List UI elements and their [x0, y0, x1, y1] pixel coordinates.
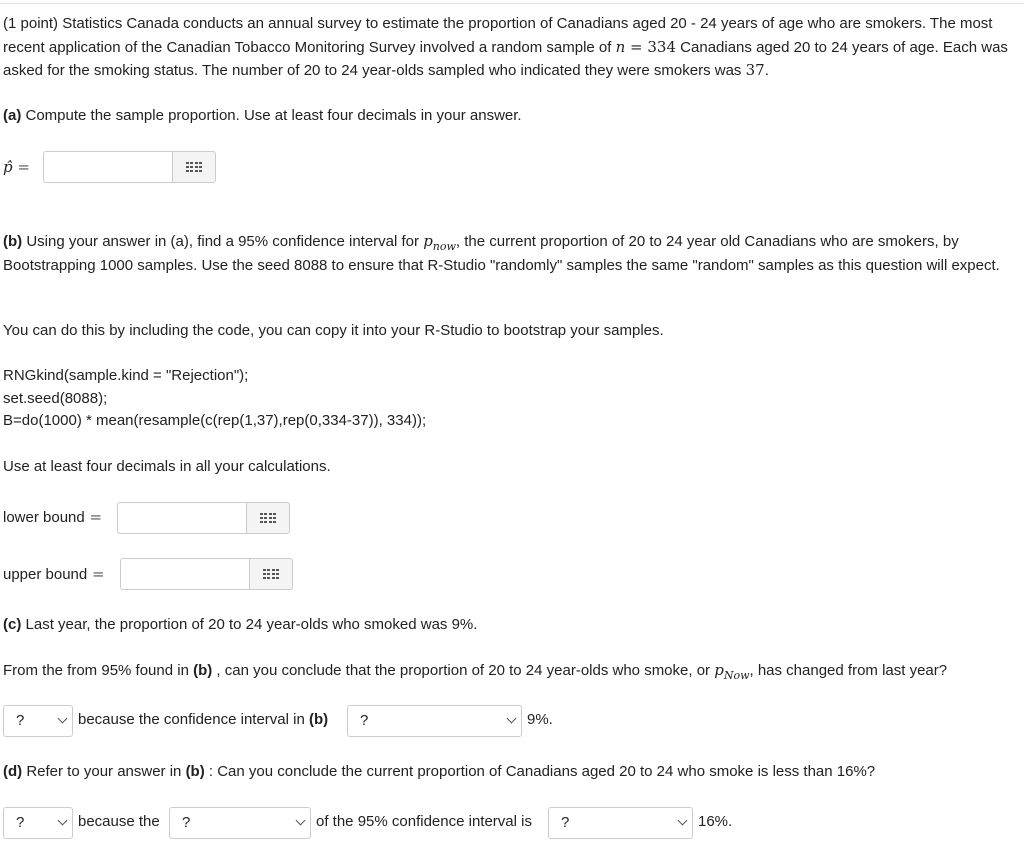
- lower-bound-label: lower bound =: [3, 508, 103, 526]
- chevron-down-icon: [507, 714, 517, 724]
- lower-bound-group: [117, 502, 290, 534]
- keyboard-grid-icon: [186, 162, 203, 173]
- keyboard-grid-icon: [263, 569, 280, 580]
- chevron-down-icon: [678, 816, 688, 826]
- r-code-line-1: RNGkind(sample.kind = "Rejection");: [3, 367, 249, 384]
- upper-bound-label: upper bound =: [3, 565, 105, 583]
- part-d-comparison-select[interactable]: ?: [548, 807, 693, 839]
- decimals-note: Use at least four decimals in all your calculations.: [3, 458, 331, 475]
- equation-editor-button[interactable]: [172, 151, 216, 183]
- r-code-line-2: set.seed(8088);: [3, 389, 108, 407]
- part-b-instructions: You can do this by including the code, you can copy it into your R-Studio to bootstrap your samples.: [3, 322, 664, 339]
- points-label: (1 point): [3, 15, 59, 32]
- part-c-tag: (c): [3, 616, 22, 633]
- part-c-prompt: From the from 95% found in (b) , can you conclude that the proportion of 20 to 24 year-olds who smoke, or $p_{Now}$, has changed from last year?: [3, 661, 948, 682]
- lower-bound-input[interactable]: [117, 502, 246, 534]
- part-d-tail: 16%.: [698, 813, 733, 830]
- sample-size: 334: [647, 37, 677, 56]
- phat-answer-input[interactable]: [43, 151, 172, 183]
- part-c-because-label: because the confidence interval in (b): [78, 711, 329, 728]
- phat-answer-group: [43, 151, 216, 183]
- part-c-tail: 9%.: [527, 711, 553, 728]
- keyboard-grid-icon: [260, 513, 277, 524]
- problem-intro: (1 point) Statistics Canada conducts an annual survey to estimate the proportion of Canadians aged 20 - 24 years of age who are smokers. The most recent application of the Canadian Tobacco Monitoring Survey involved a random sample of n = 334 Canadians aged 20 to 24 years of age. Each was asked for the smoking status. The number of 20 to 24 year-olds sampled who indicated they were smokers was 37.: [3, 15, 1008, 79]
- smoker-count: 37: [745, 61, 765, 79]
- chevron-down-icon: [58, 714, 68, 724]
- part-b-tag: (b): [3, 233, 23, 250]
- part-a-question: (a) Compute the sample proportion. Use at least four decimals in your answer.: [3, 107, 522, 124]
- upper-bound-input[interactable]: [120, 558, 249, 590]
- part-d-tag: (d): [3, 763, 23, 780]
- part-d-because-label: because the: [78, 813, 160, 830]
- chevron-down-icon: [296, 816, 306, 826]
- part-a-tag: (a): [3, 107, 22, 124]
- part-d-question: (d) Refer to your answer in (b) : Can you conclude the current proportion of Canadians aged 20 to 24 who smoke is less than 16%?: [3, 763, 876, 780]
- part-d-bound-select[interactable]: ?: [169, 807, 311, 839]
- part-d-mid-label: of the 95% confidence interval is: [316, 813, 532, 830]
- n-variable: n: [615, 37, 626, 56]
- part-d-conclusion-select[interactable]: ?: [3, 807, 73, 839]
- part-c-question: (c) Last year, the proportion of 20 to 24 year-olds who smoked was 9%.: [3, 616, 478, 633]
- phat-label: p̂ =: [3, 158, 30, 176]
- r-code-line-3: B=do(1000) * mean(resample(c(rep(1,37),rep(0,334-37)), 334));: [3, 412, 427, 429]
- top-divider: [0, 3, 1024, 4]
- equation-editor-button[interactable]: [246, 502, 290, 534]
- chevron-down-icon: [58, 816, 68, 826]
- part-b-question: (b) Using your answer in (a), find a 95% confidence interval for $p_{now}$, the current proportion of 20 to 24 year old Canadians who are smokers, by Bootstrapping 1000 samples. Use the seed 8088 to ensure that R-Studio "randomly" samples the same "random" samples as this question will expect.: [3, 232, 1000, 274]
- part-c-interval-select[interactable]: ?: [347, 705, 522, 737]
- equation-editor-button[interactable]: [249, 558, 293, 590]
- part-c-conclusion-select[interactable]: ?: [3, 705, 73, 737]
- upper-bound-group: [120, 558, 293, 590]
